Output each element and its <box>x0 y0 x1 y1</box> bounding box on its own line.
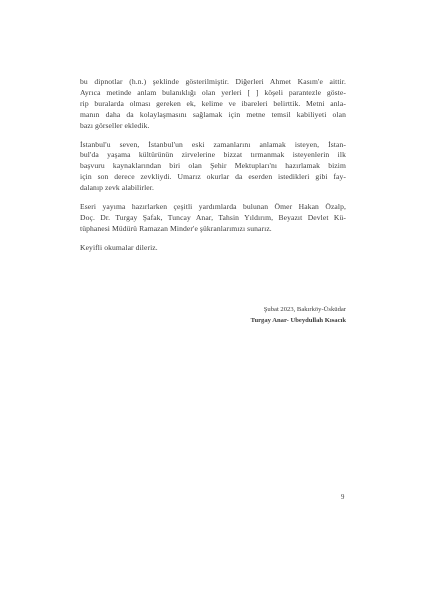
paragraph-2 <box>80 140 346 195</box>
text-line: bul'da yaşama kültürünün zirvelerine bizzat tırmanmak isteyenlerin ilk <box>80 150 346 160</box>
signature-block <box>251 305 346 326</box>
text-line: tüphanesi Müdürü Ramazan Minder'e şükranlarımızı sunarız. <box>80 223 272 233</box>
text-line: rip buralarda olması gereken ek, kelime ve ibareleri belirttik. Metni anla- <box>80 98 346 108</box>
paragraph-3 <box>80 202 346 235</box>
signature-date-place: Şubat 2023, Bakırköy-Üsküdar <box>263 306 346 313</box>
text-line: İstanbul'u seven, İstanbul'un eski zamanlarını anlamak isteyen, İstan- <box>80 139 346 149</box>
text-line: bazı görseller ekledik. <box>80 120 150 130</box>
text-line: için son derece zevkliydi. Umarız okurlar da eserden istedikleri gibi fay- <box>80 172 346 182</box>
text-line: Eseri yayıma hazırlarken çeşitli yardımlarda bulunan Ömer Hakan Özalp, <box>80 202 346 212</box>
text-line: Ayrıca metinde anlam bulanıklığı olan yerleri [ ] köşeli parantezle göste- <box>80 87 346 97</box>
body-text <box>80 77 346 262</box>
text-line: Keyifli okumalar dileriz. <box>80 242 158 252</box>
text-line: manın daha da kolaylaşmasını sağlamak için metne temsil kabiliyeti olan <box>80 109 346 119</box>
paragraph-1 <box>80 77 346 132</box>
signature-names: Turgay Anar- Ubeydullah Kısacık <box>250 316 346 324</box>
text-line: dalanıp zevk alabilirler. <box>80 183 154 193</box>
text-line: Doç. Dr. Turgay Şafak, Tuncay Anar, Tahsin Yıldırım, Beyazıt Devlet Kü- <box>80 212 346 222</box>
text-line: bu dipnotlar (h.n.) şeklinde gösterilmiştir. Diğerleri Ahmet Kasım'e aittir. <box>80 77 346 86</box>
paragraph-4 <box>80 243 346 254</box>
text-line: başvuru kaynaklarından biri olan Şehir Mektupları'nı hazırlamak bizim <box>80 161 346 171</box>
page-number: 9 <box>341 494 345 501</box>
